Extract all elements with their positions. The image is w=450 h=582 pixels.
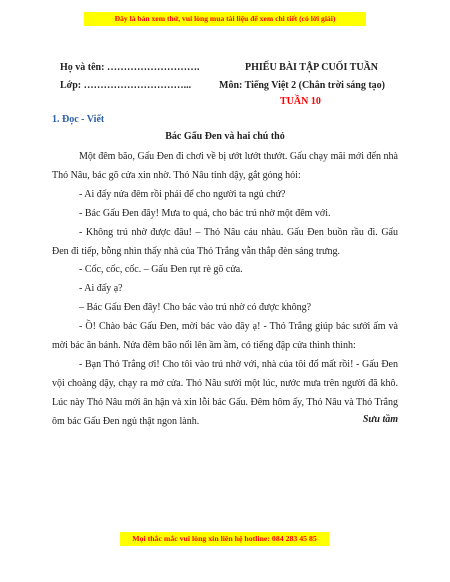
preview-banner: Đây là bản xem thử, vui lòng mua tài liệu để xem chi tiết (có lời giải)	[84, 12, 366, 26]
story-body	[52, 148, 398, 432]
story-paragraph: - Bạn Thỏ Trắng ơi! Cho tôi vào trú nhờ với, nhà của tôi đổ mất rồi! - Gấu Đen vội choàng dậy, chạy ra mở cửa. Thỏ Nâu sưởi một lúc, nước mưa trên người đã khô. Lúc này Thỏ Nâu mới ân hận và xin lỗi bác Gấu. Đêm hôm ấy, Thỏ Nâu và Thỏ Trắng ôm bác Gấu Đen ngủ thật ngon lành.	[52, 358, 398, 427]
worksheet-title: PHIẾU BÀI TẬP CUỐI TUẦN	[245, 62, 378, 73]
hotline-footer: Mọi thắc mắc vui lòng xin liên hệ hotline: 084 283 45 85	[120, 532, 329, 546]
story-paragraph: - Bác Gấu Đen đây! Mưa to quá, cho bác trú nhờ một đêm với.	[79, 207, 331, 219]
story-paragraph: - Ai đấy nửa đêm rồi phải để cho người ta ngủ chứ?	[79, 188, 286, 200]
story-title: Bác Gấu Đen và hai chú thỏ	[165, 131, 285, 142]
story-source: Sưu tầm	[362, 414, 398, 425]
class-field-label: Lớp: …………………………...	[60, 80, 192, 91]
name-field-label: Họ và tên: ……………………….	[60, 62, 200, 73]
story-paragraph: - Không trú nhờ được đâu! – Thỏ Nâu cáu nhàu. Gấu Đen buồn rầu đi. Gấu Đen đi tiếp, bỗng nhìn thấy nhà của Thỏ Trắng vẫn thắp đèn sáng trưng.	[52, 226, 398, 257]
story-paragraph: - Cốc, cốc, cốc. – Gấu Đen rụt rè gõ cửa.	[79, 264, 243, 276]
story-paragraph: - Ai đấy ạ?	[79, 283, 123, 295]
section-heading: 1. Đọc - Viết	[52, 114, 105, 125]
week-label: TUẦN 10	[280, 96, 321, 107]
story-paragraph: Một đêm bão, Gấu Đen đi chơi về bị ướt lướt thướt. Gấu chạy mãi mới đến nhà Thỏ Nâu, bác gõ cửa xin nhờ. Thỏ Nâu tỉnh dậy, gắt gỏng hỏi:	[52, 151, 398, 181]
subject-label: Môn: Tiếng Việt 2 (Chân trời sáng tạo)	[219, 80, 386, 91]
story-paragraph: – Bác Gấu Đen đây! Cho bác vào trú nhờ có được không?	[79, 302, 312, 314]
story-paragraph: - Ồ! Chào bác Gấu Đen, mời bác vào đây ạ! - Thỏ Trắng giúp bác sưởi ấm và mời bác ăn bánh. Nửa đêm bão nổi lên ầm ầm, có tiếng đập cửa thình thình:	[52, 321, 398, 352]
